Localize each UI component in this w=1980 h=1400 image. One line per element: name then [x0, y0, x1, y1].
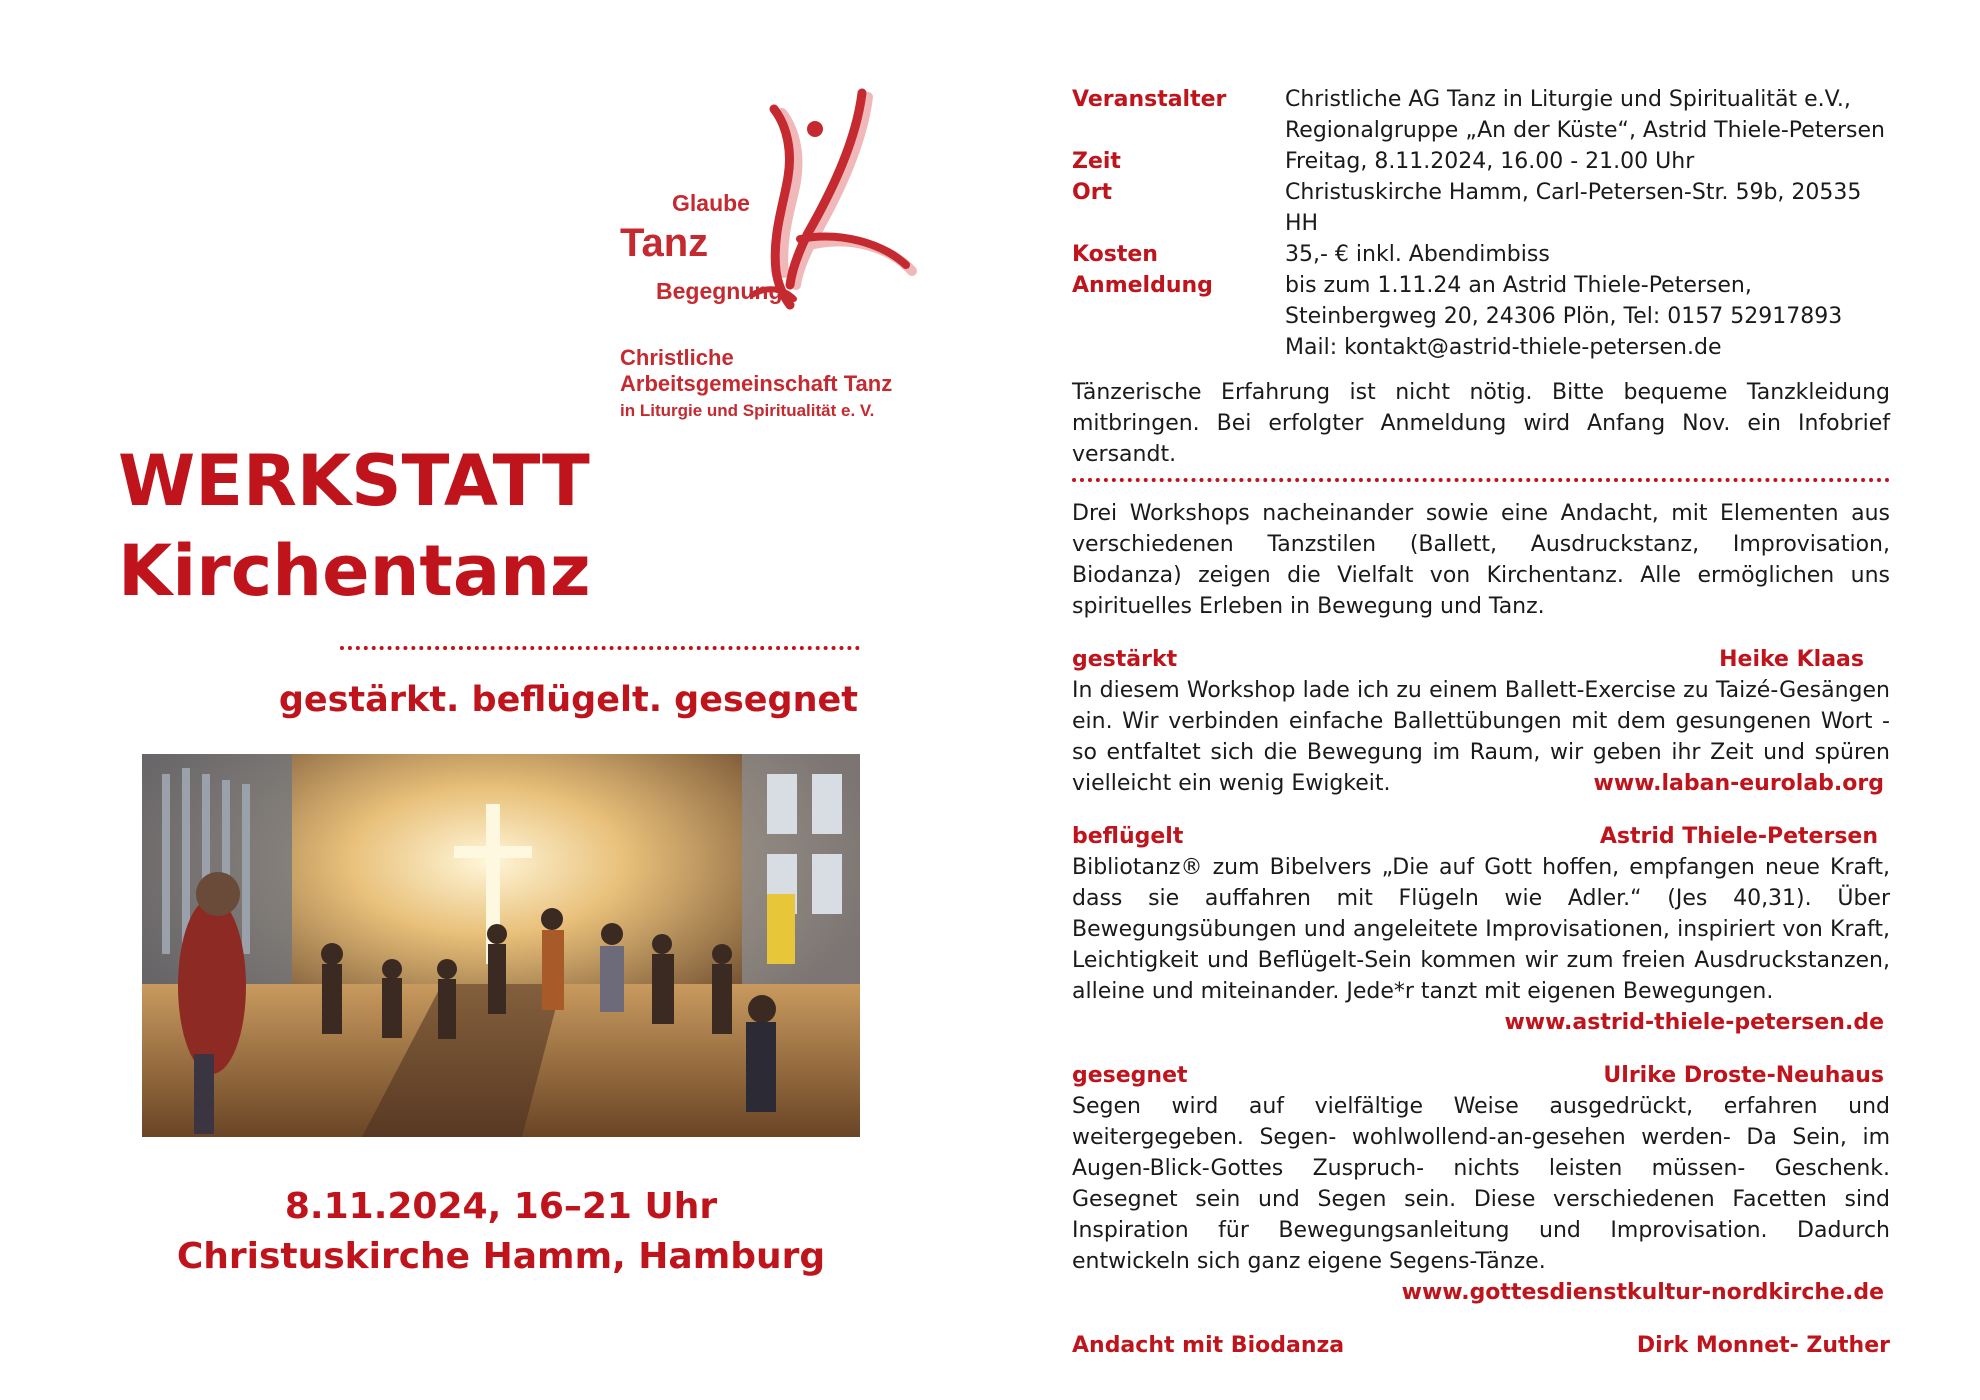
info-label-registration: Anmeldung [1072, 273, 1213, 298]
registration-line1: bis zum 1.11.24 an Astrid Thiele-Petersen, [1285, 273, 1752, 298]
event-place-line: Christuskirche Hamm, Hamburg [176, 1236, 826, 1277]
info-label-organizer: Veranstalter [1072, 87, 1227, 112]
logo-word-glaube: Glaube [672, 190, 750, 216]
workshop-link[interactable]: www.laban-eurolab.org [1593, 771, 1884, 796]
details-column [1072, 84, 1890, 1361]
workshop-description: Bibliotanz® zum Bibelvers „Die auf Gott hoffen, empfangen neue Kraft, dass sie auffahren mit Flügeln wie Adler.“ (Jes 40,31). Über Bewegungsübungen und angeleitete Improvisationen, inspiriert von Kraft, Leichtigkeit und Beflügelt-Sein kommen wir zum freien Ausdruckstanzen, alleine und miteinander. Jede*r tanzt mit eigenen Bewegungen. [1072, 855, 1890, 1004]
workshop-title: gestärkt [1072, 647, 1178, 672]
event-date-line: 8.11.2024, 16–21 Uhr [284, 1186, 718, 1227]
info-row-place [1072, 177, 1890, 239]
logo-word-begegnung: Begegnung [656, 278, 783, 304]
workshop-description: Segen wird auf vielfältige Weise ausgedrückt, erfahren und weitergegeben. Segen- wohlwollend-an-gesehen werden- Da Sein, im Augen-Blick-Gottes Zuspruch- nichts leisten müssen- Geschenk. Gesegnet sein und Segen sein. Diese verschiedenen Facetten sind Inspiration für Bewegungsanleitung und Improvisation. Dadurch entwickeln sich ganz eigene Segens-Tänze. [1072, 1094, 1890, 1274]
organizer-line2: Regionalgruppe „An der Küste“, Astrid Thiele-Petersen [1285, 118, 1885, 143]
info-value-cost: 35,- € inkl. Abendimbiss [1285, 242, 1550, 267]
info-label-place: Ort [1072, 180, 1113, 205]
organizer-line1: Christliche AG Tanz in Liturgie und Spiritualität e.V., [1285, 87, 1851, 112]
dotted-divider-left [340, 646, 860, 650]
info-row-cost [1072, 239, 1890, 270]
organization-logo [600, 85, 940, 435]
title-line2: Kirchentanz [118, 530, 591, 612]
closing-title: Andacht mit Biodanza [1072, 1333, 1345, 1358]
logo-word-tanz: Tanz [620, 221, 709, 265]
info-row-time [1072, 146, 1890, 177]
workshop-header-befluegelt [1072, 821, 1890, 852]
registration-email[interactable]: Mail: kontakt@astrid-thiele-petersen.de [1285, 335, 1722, 360]
closing-leader: Dirk Monnet- Zuther [1636, 1333, 1890, 1358]
info-label-cost: Kosten [1072, 242, 1158, 267]
workshop-leader: Ulrike Droste-Neuhaus [1603, 1063, 1884, 1088]
logo-org-line1: Christliche [620, 345, 734, 370]
info-label-time: Zeit [1072, 149, 1121, 174]
closing-header [1072, 1330, 1890, 1361]
info-row-organizer [1072, 84, 1890, 146]
info-value-organizer [1285, 84, 1890, 146]
workshop-link[interactable]: www.astrid-thiele-petersen.de [1504, 1010, 1884, 1035]
info-row-registration [1072, 270, 1890, 363]
workshop-header-gesegnet [1072, 1060, 1890, 1091]
workshop-title: gesegnet [1072, 1063, 1188, 1088]
church-dance-photo [142, 754, 860, 1137]
workshop-title: beflügelt [1072, 824, 1184, 849]
logo-org-line3: in Liturgie und Spiritualität e. V. [620, 401, 875, 420]
workshop-header-gestaerkt [1072, 644, 1890, 675]
info-value-place: Christuskirche Hamm, Carl-Petersen-Str. 59b, 20535 HH [1285, 180, 1862, 236]
notes-paragraph: Tänzerische Erfahrung ist nicht nötig. Bitte bequeme Tanzkleidung mitbringen. Bei erfolgter Anmeldung wird Anfang Nov. ein Infobrief versandt. [1072, 380, 1890, 467]
registration-line2: Steinbergweg 20, 24306 Plön, Tel: 0157 52917893 [1285, 304, 1843, 329]
workshop-leader: Heike Klaas [1719, 647, 1864, 672]
tagline: gestärkt. beflügelt. gesegnet [278, 680, 858, 720]
workshop-leader: Astrid Thiele-Petersen [1599, 824, 1878, 849]
logo-org-line2: Arbeitsgemeinschaft Tanz [620, 371, 893, 396]
intro-paragraph: Drei Workshops nacheinander sowie eine Andacht, mit Elementen aus verschiedenen Tanzstilen (Ballett, Ausdruckstanz, Improvisation, Biodanza) zeigen die Vielfalt von Kirchentanz. Alle ermöglichen uns spirituelles Erleben in Bewegung und Tanz. [1072, 501, 1890, 619]
dotted-divider-right [1072, 478, 1890, 482]
info-value-time: Freitag, 8.11.2024, 16.00 - 21.00 Uhr [1285, 149, 1695, 174]
workshop-link[interactable]: www.gottesdienstkultur-nordkirche.de [1401, 1280, 1884, 1305]
workshop-description: In diesem Workshop lade ich zu einem Ballett-Exercise zu Taizé-Gesängen ein. Wir verbinden einfache Ballettübungen mit dem gesungenen Wort - so entfaltet sich die Bewegung im Raum, wir geben ihr Zeit und spüren vielleicht ein wenig Ewigkeit. [1072, 678, 1890, 796]
info-value-registration [1285, 270, 1890, 363]
title-line1: WERKSTATT [118, 440, 590, 522]
